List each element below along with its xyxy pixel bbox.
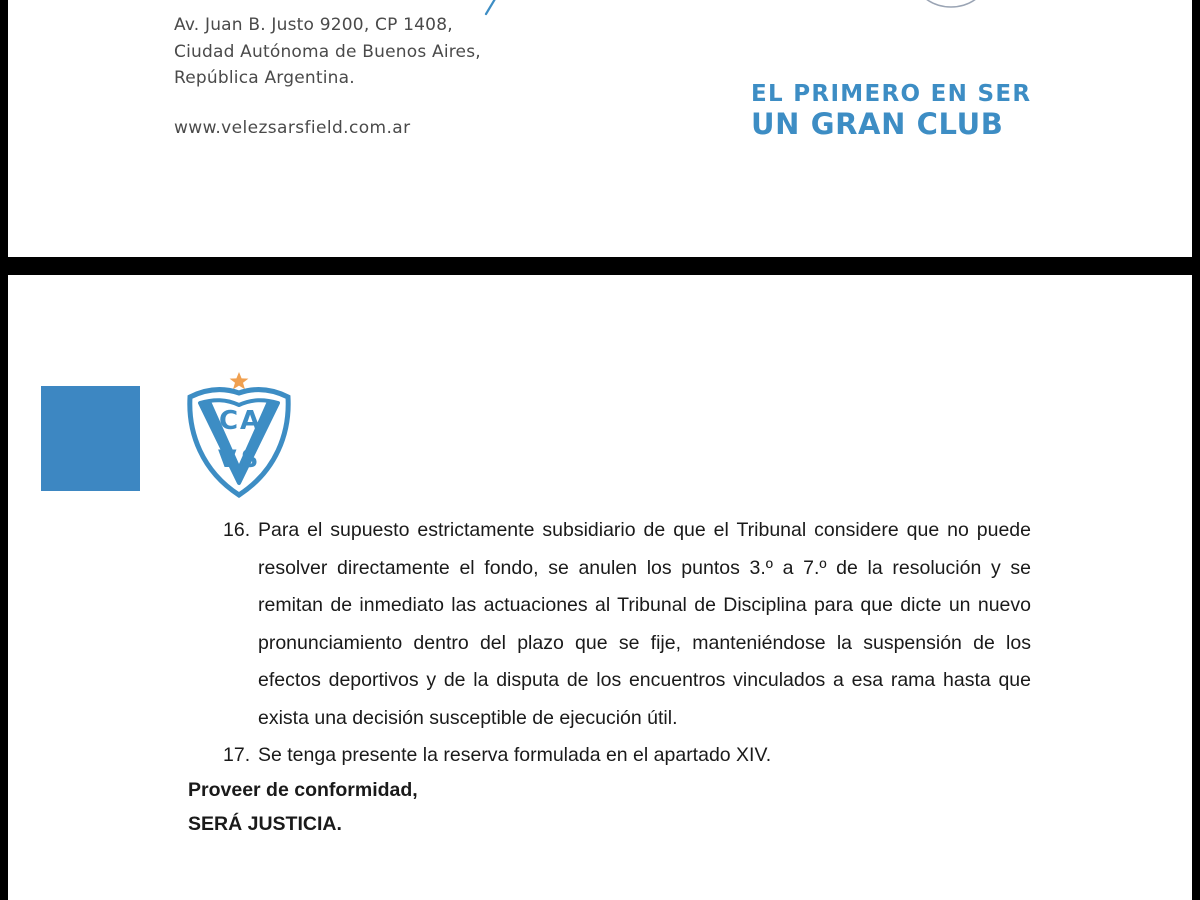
velez-sarsfield-crest-icon [186,371,292,499]
club-address [174,12,481,92]
slogan-line-1: EL PRIMERO EN SER [751,81,1032,107]
club-website: www.velezsarsfield.com.ar [174,118,411,138]
item-number: 16. [223,519,251,541]
item-text: Para el supuesto estrictamente subsidiario de que el Tribunal considere que no puede resolver directamente el fondo, se anulen los puntos 3.º a 7.º de la resolución y se remitan de inmediato las actuaciones al Tribunal de Disciplina para que dicte un nuevo pronunciamiento dentro del plazo que se fije, manteniéndose la suspensión de los efectos deportivos y de la disputa de los encuentros vinculados a esa rama hasta que exista una decisión susceptible de ejecución útil. [258,519,1031,729]
club-slogan [751,80,1031,140]
svg-text:S: S [241,445,259,473]
seal-stamp-icon [908,0,994,10]
letterhead-sheet [8,0,1192,257]
logo-stroke-fragment-icon [478,0,502,16]
slogan-line-2: UN GRAN CLUB [751,107,1004,141]
address-line-city: Ciudad Autónoma de Buenos Aires, [174,41,481,62]
document-page [8,275,1192,900]
list-item [188,737,1031,775]
svg-text:A: A [240,406,261,436]
address-line-country: República Argentina. [174,68,355,88]
list-item [188,512,1031,737]
item-text: Se tenga presente la reserva formulada en el apartado XIV. [258,744,772,766]
crest-star-icon [230,372,249,389]
closing-justice: SERÁ JUSTICIA. [188,813,342,835]
document-body [188,512,1031,844]
header-blue-square [41,386,140,491]
svg-text:V: V [218,445,237,473]
item-number: 17. [223,744,251,766]
address-line-street: Av. Juan B. Justo 9200, CP 1408, [174,15,453,35]
svg-text:C: C [219,406,239,436]
closing-request: Proveer de conformidad, [188,778,418,801]
